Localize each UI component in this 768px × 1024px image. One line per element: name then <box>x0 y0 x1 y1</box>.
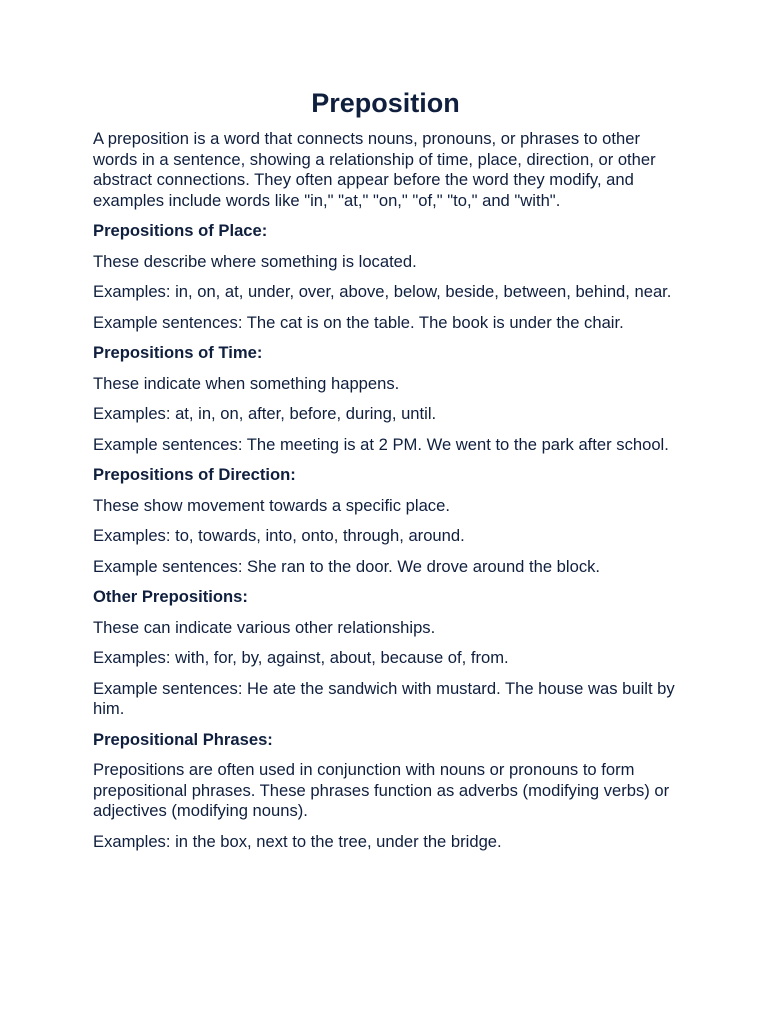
section-time <box>93 343 678 455</box>
section-description: Prepositions are often used in conjunction with nouns or pronouns to form prepositional phrases. These phrases function as adverbs (modifying verbs) or adjectives (modifying nouns). <box>93 760 670 820</box>
section-examples: Examples: with, for, by, against, about, because of, from. <box>93 648 509 667</box>
section-place <box>93 221 678 333</box>
section-heading: Prepositions of Place: <box>93 221 268 240</box>
section-heading: Prepositions of Direction: <box>93 465 296 484</box>
section-sentences: Example sentences: She ran to the door. We drove around the block. <box>93 556 601 576</box>
section-sentences: Example sentences: The cat is on the table. The book is under the chair. <box>93 312 624 332</box>
intro-paragraph: A preposition is a word that connects nouns, pronouns, or phrases to other words in a sentence, showing a relationship of time, place, direction, or other abstract connections. They often appear before the word they modify, and examples include words like "in," "at," "on," "of," "to," and "with". <box>93 129 656 210</box>
section-examples: Examples: to, towards, into, onto, through, around. <box>93 526 465 545</box>
section-other <box>93 587 678 720</box>
section-sentences: Example sentences: He ate the sandwich with mustard. The house was built by him. <box>93 678 675 718</box>
section-description: These describe where something is located. <box>93 251 417 271</box>
section-sentences: Example sentences: The meeting is at 2 PM. We went to the park after school. <box>93 434 669 454</box>
section-phrases <box>93 730 678 853</box>
section-direction <box>93 465 678 577</box>
section-heading: Other Prepositions: <box>93 587 248 606</box>
section-heading: Prepositions of Time: <box>93 343 263 362</box>
section-description: These indicate when something happens. <box>93 373 400 393</box>
document-page <box>93 86 678 862</box>
section-examples: Examples: in the box, next to the tree, under the bridge. <box>93 831 502 851</box>
section-description: These can indicate various other relationships. <box>93 617 436 637</box>
section-description: These show movement towards a specific place. <box>93 495 450 515</box>
section-examples: Examples: in, on, at, under, over, above, below, beside, between, behind, near. <box>93 282 672 301</box>
page-title: Preposition <box>311 88 460 118</box>
section-heading: Prepositional Phrases: <box>93 729 273 749</box>
section-examples: Examples: at, in, on, after, before, during, until. <box>93 404 437 423</box>
